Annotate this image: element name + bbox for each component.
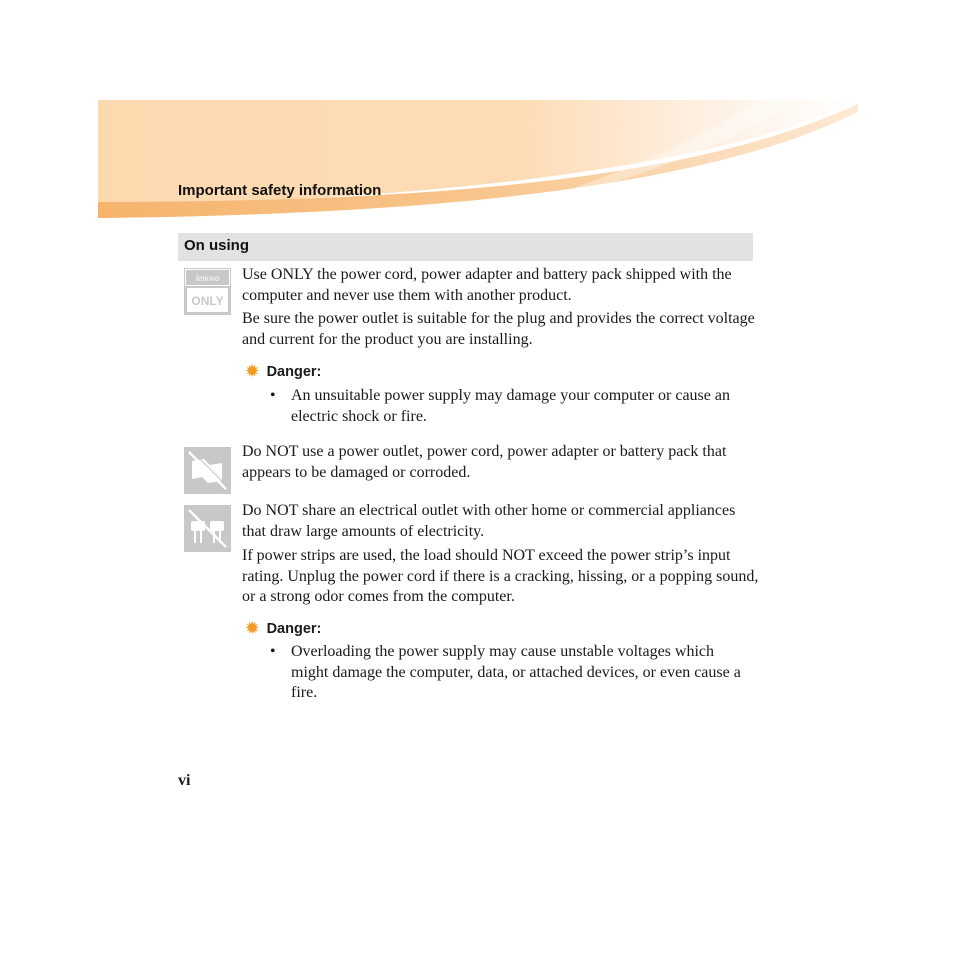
no-shared-outlet-icon: [184, 505, 231, 552]
damaged-cord-icon: [184, 447, 231, 494]
bullet-dot: •: [270, 387, 276, 404]
section-heading-bar: [178, 233, 753, 261]
bullet-item-1: • An unsuitable power supply may damage your computer or cause an electric shock or fire.: [270, 387, 730, 425]
danger-label-1: ✹ Danger:: [246, 363, 322, 380]
lenovo-only-icon: [184, 268, 231, 315]
header-title: Important safety information: [178, 182, 382, 199]
header-band: [0, 0, 954, 230]
svg-text:ONLY: ONLY: [191, 294, 224, 308]
paragraph-damaged: Do NOT use a power outlet, power cord, power adapter or battery pack that appears to be damaged or corroded.: [242, 443, 727, 481]
paragraph-no-share: Do NOT share an electrical outlet with other home or commercial appliances that draw large amounts of electricity.: [242, 502, 736, 540]
warning-star-icon: ✹: [246, 620, 259, 637]
paragraph-use-only: Use ONLY the power cord, power adapter and battery pack shipped with the computer and never use them with another product.: [242, 266, 732, 304]
warning-star-icon: ✹: [246, 363, 259, 380]
section-title: On using: [184, 237, 249, 254]
paragraph-power-strips: If power strips are used, the load should NOT exceed the power strip’s input rating. Unplug the power cord if there is a cracking, hissing, or a popping sound, or a strong odor comes from the computer.: [242, 547, 759, 605]
paragraph-outlet-suitable: Be sure the power outlet is suitable for the plug and provides the correct voltage and current for the product you are installing.: [242, 310, 755, 348]
page-number: vi: [178, 772, 191, 789]
bullet-item-2: • Overloading the power supply may cause unstable voltages which might damage the computer, data, or attached devices, or even cause a fire.: [270, 643, 741, 701]
danger-label-2: ✹ Danger:: [246, 620, 322, 637]
svg-text:lenovo: lenovo: [195, 273, 220, 283]
bullet-dot: •: [270, 643, 276, 660]
